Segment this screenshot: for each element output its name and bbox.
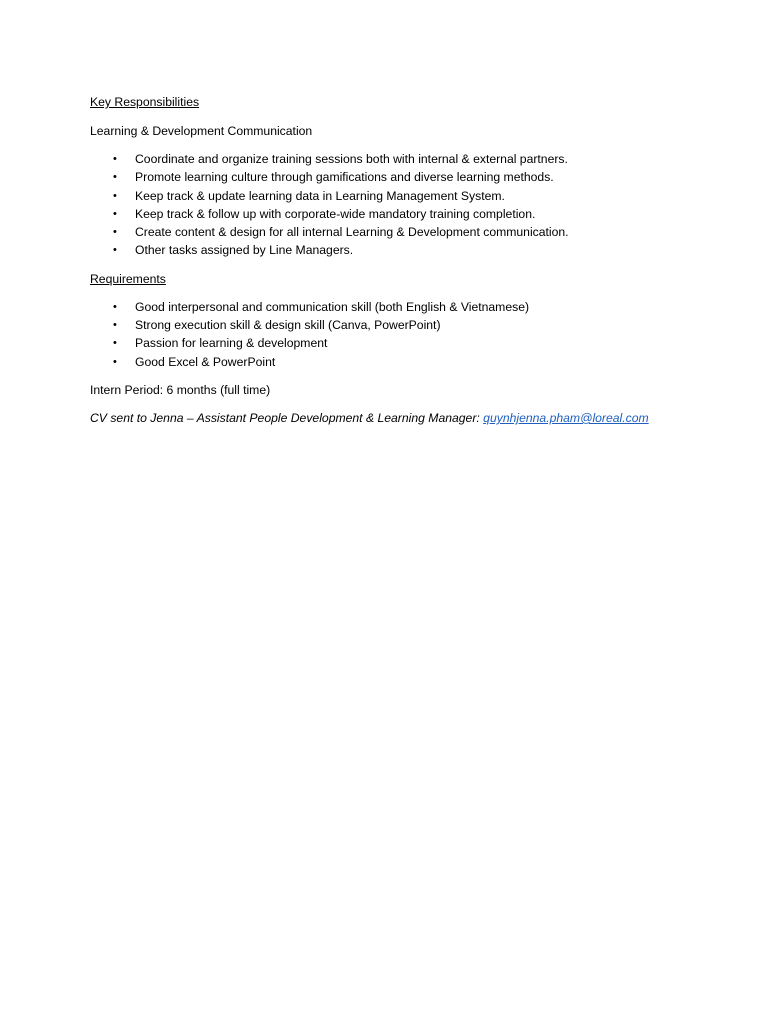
bullet-icon: • (113, 355, 117, 368)
bullet-icon: • (113, 207, 117, 220)
list-item: • Create content & design for all internal Learning & Development communication. (113, 225, 569, 240)
bullet-icon: • (113, 226, 117, 239)
email-link[interactable]: quynhjenna.pham@loreal.com (483, 410, 649, 425)
bullet-icon: • (113, 244, 117, 257)
ld-communication-heading: Learning & Development Communication (90, 124, 313, 138)
list-item: • Keep track & update learning data in Learning Management System. (113, 188, 505, 203)
bullet-icon: • (113, 171, 117, 184)
list-item: • Promote learning culture through gamifications and diverse learning methods. (113, 170, 554, 185)
requirements-list (90, 298, 710, 371)
bullet-icon: • (113, 189, 117, 202)
bullet-icon: • (113, 337, 117, 350)
bullet-icon: • (113, 319, 117, 332)
responsibilities-list (90, 150, 710, 260)
key-responsibilities-heading: Key Responsibilities (90, 95, 200, 109)
intern-period: Intern Period: 6 months (full time) (90, 382, 271, 397)
list-item: • Good Excel & PowerPoint (113, 354, 276, 369)
requirements-heading: Requirements (90, 271, 166, 286)
list-item: • Other tasks assigned by Line Managers. (113, 243, 354, 258)
document-content (90, 93, 710, 427)
cv-instruction-text: CV sent to Jenna – Assistant People Development & Learning Manager: (90, 410, 484, 425)
list-item: • Coordinate and organize training sessions both with internal & external partners. (113, 152, 568, 166)
list-item: • Strong execution skill & design skill (Canva, PowerPoint) (113, 318, 441, 333)
bullet-icon: • (113, 300, 117, 313)
list-item: • Good interpersonal and communication skill (both English & Vietnamese) (113, 299, 530, 314)
bullet-icon: • (113, 153, 117, 165)
list-item: • Passion for learning & development (113, 336, 328, 351)
cv-contact-line (90, 409, 710, 427)
list-item: • Keep track & follow up with corporate-wide mandatory training completion. (113, 206, 536, 221)
